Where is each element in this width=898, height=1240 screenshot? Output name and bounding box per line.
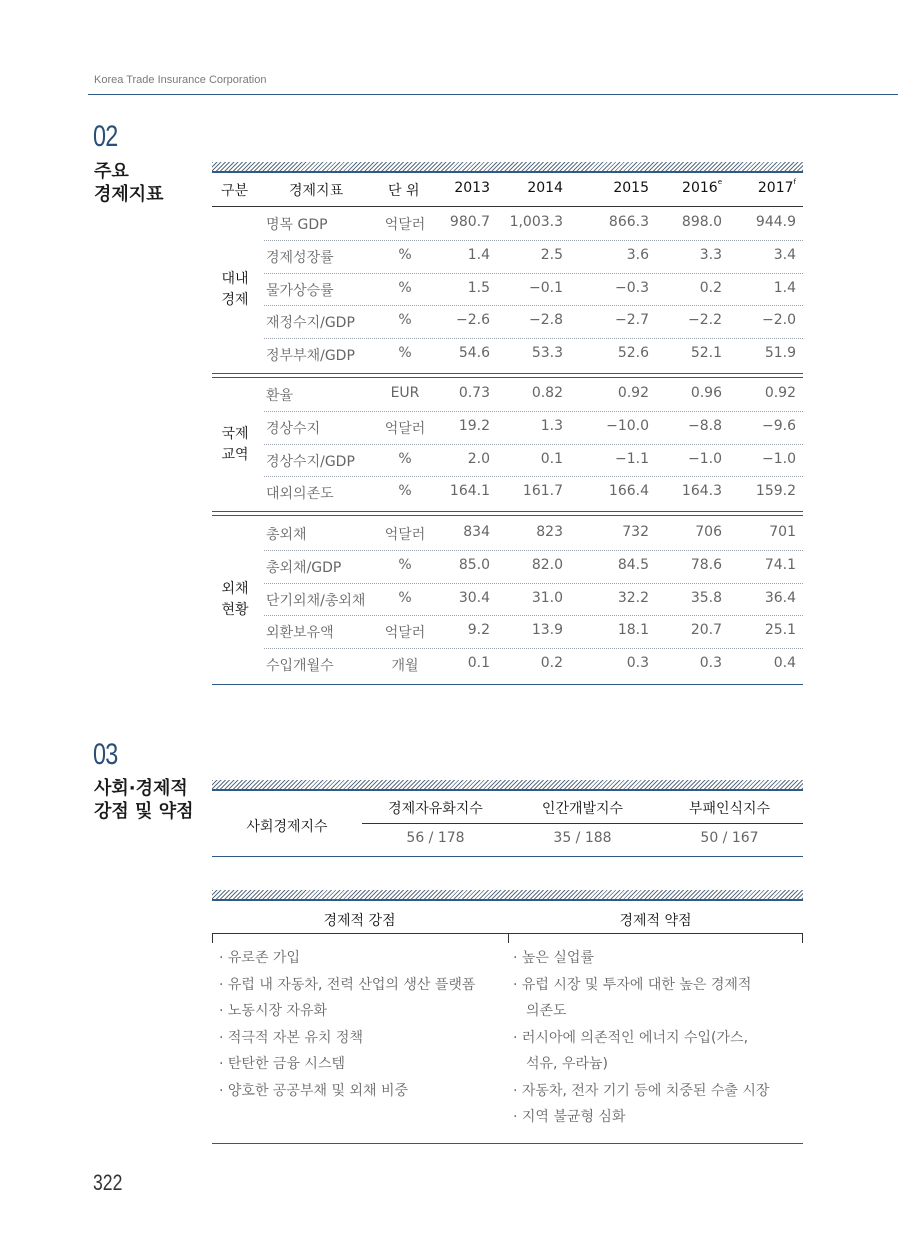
indicator-name: 환율 (266, 388, 294, 404)
group-separator (212, 373, 803, 378)
index-value-econ-freedom: 56 / 178 (406, 830, 465, 846)
unit-value: % (398, 589, 412, 606)
data-cell: 0.82 (531, 385, 563, 401)
data-cell: 164.3 (681, 483, 722, 500)
strengths-list (219, 945, 475, 1104)
data-cell: −9.6 (762, 417, 796, 434)
data-cell: 706 (695, 524, 722, 540)
page-number: 322 (93, 1170, 123, 1195)
group-label-line: 경제 (221, 292, 249, 308)
header-year-2015 (579, 180, 649, 196)
data-cell: 35.8 (690, 589, 722, 606)
indicator-name: 물가상승률 (266, 282, 334, 299)
unit-value: % (398, 483, 412, 500)
data-cell: 0.96 (690, 385, 722, 401)
data-cell: 0.2 (540, 655, 563, 672)
indicator-name: 명목 GDP (266, 217, 328, 233)
data-cell: 52.1 (690, 345, 722, 362)
data-cell: 166.4 (608, 483, 649, 500)
section-03-number: 03 (93, 738, 118, 771)
data-cell: 898.0 (681, 214, 722, 230)
section-03-title-line2: 강점 및 약점 (94, 801, 194, 822)
unit-value: % (398, 279, 412, 296)
sw-hatch-band (212, 890, 803, 899)
data-cell: −10.0 (606, 417, 649, 434)
data-cell: −0.1 (529, 279, 563, 296)
data-cell: 85.0 (458, 556, 490, 573)
indicator-name: 수입개월수 (266, 658, 334, 675)
strengths-header: 경제적 강점 (323, 913, 396, 929)
indicator-name: 단기외채/총외채 (266, 592, 366, 609)
header-year-label: 2016 (682, 180, 718, 196)
index-header-rule (362, 823, 803, 824)
data-cell: −1.0 (688, 450, 722, 467)
weaknesses-list (513, 945, 769, 1131)
data-cell: 3.6 (626, 246, 649, 263)
section-02-number: 02 (93, 120, 118, 153)
row-divider (264, 305, 803, 306)
header-year-label: 2015 (613, 180, 649, 196)
unit-value: 개월 (391, 658, 419, 675)
section-03-title-line1: 사회·경제적 (94, 778, 188, 799)
header-bottom-rule (212, 206, 803, 207)
data-cell: −0.3 (615, 279, 649, 296)
data-cell: 732 (622, 524, 649, 540)
unit-value: EUR (390, 385, 420, 401)
row-divider (264, 240, 803, 241)
index-header-corruption: 부패인식지수 (688, 801, 771, 817)
header-indicator: 경제지표 (289, 183, 344, 199)
weakness-item: · 러시아에 의존적인 에너지 수입(가스, (513, 1029, 749, 1046)
sw-tick-left (212, 933, 213, 943)
header-rule (88, 94, 898, 95)
data-cell: 1,003.3 (509, 214, 563, 230)
data-cell: 30.4 (458, 589, 490, 606)
header-year-mark: e (717, 178, 722, 186)
data-cell: 53.3 (531, 345, 563, 362)
unit-value: % (398, 246, 412, 263)
strength-item: · 탄탄한 금융 시스템 (219, 1056, 345, 1072)
unit-value: % (398, 345, 412, 362)
row-divider (264, 411, 803, 412)
indicator-name: 경상수지 (266, 420, 321, 437)
table-top-rule (212, 171, 803, 173)
indicator-name: 총외채 (266, 527, 307, 543)
data-cell: 159.2 (755, 483, 796, 500)
data-cell: 1.5 (467, 279, 490, 296)
group-label-line: 외채 (221, 581, 249, 597)
unit-value: % (398, 556, 412, 573)
data-cell: 3.4 (773, 246, 796, 263)
header-year-2014 (493, 180, 563, 196)
index-header-econ-freedom: 경제자유화지수 (388, 801, 483, 817)
index-header-human-dev: 인간개발지수 (541, 801, 624, 817)
weaknesses-header: 경제적 약점 (619, 913, 692, 929)
strength-item: · 유럽 내 자동차, 전력 산업의 생산 플랫폼 (219, 976, 476, 993)
data-cell: 1.4 (773, 279, 796, 296)
header-year-label: 2013 (454, 180, 490, 196)
row-divider (264, 615, 803, 616)
row-divider (264, 444, 803, 445)
row-divider (264, 273, 803, 274)
sw-bottom-rule (212, 1143, 803, 1144)
indicator-name: 경제성장률 (266, 249, 334, 266)
table-hatch-band (212, 162, 803, 171)
data-cell: 0.1 (467, 655, 490, 672)
header-unit: 단 위 (388, 183, 420, 199)
row-divider (264, 583, 803, 584)
data-cell: 36.4 (764, 589, 796, 606)
indicator-name: 경상수지/GDP (266, 453, 355, 470)
data-cell: 31.0 (531, 589, 563, 606)
unit-value: 억달러 (384, 625, 426, 642)
data-cell: 834 (463, 524, 490, 540)
table-bottom-rule (212, 684, 803, 685)
data-cell: 161.7 (522, 483, 563, 500)
index-row-label: 사회경제지수 (246, 819, 328, 835)
data-cell: 980.7 (449, 214, 490, 230)
data-cell: 51.9 (764, 345, 796, 362)
indicator-name: 대외의존도 (266, 486, 334, 503)
row-divider (264, 476, 803, 477)
weakness-item: · 유럽 시장 및 투자에 대한 높은 경제적 (513, 976, 752, 993)
data-cell: 0.4 (773, 655, 796, 672)
data-cell: −2.8 (529, 312, 563, 329)
row-divider (264, 648, 803, 649)
section-03-title (94, 777, 193, 823)
data-cell: −2.7 (615, 312, 649, 329)
unit-value: 억달러 (384, 217, 426, 233)
data-cell: 54.6 (458, 345, 490, 362)
index-top-rule (212, 789, 803, 791)
data-cell: 0.2 (699, 279, 722, 296)
group-label (215, 269, 255, 311)
header-year-label: 2017 (757, 180, 794, 196)
group-label-line: 교역 (221, 446, 249, 463)
data-cell: −2.0 (762, 312, 796, 329)
data-cell: 25.1 (764, 622, 796, 639)
header-year-mark: f (793, 178, 796, 186)
strength-item: · 양호한 공공부채 및 외채 비중 (219, 1082, 408, 1099)
data-cell: 84.5 (617, 556, 649, 573)
data-cell: 18.1 (617, 622, 649, 639)
running-header: Korea Trade Insurance Corporation (94, 74, 267, 86)
weakness-item: 석유, 우라늄) (526, 1056, 608, 1072)
strength-item: · 유로존 가입 (219, 950, 300, 966)
data-cell: 164.1 (449, 483, 490, 500)
unit-value: % (398, 450, 412, 467)
weakness-item: · 지역 불균형 심화 (513, 1109, 626, 1125)
header-category: 구분 (221, 183, 249, 199)
row-divider (264, 550, 803, 551)
data-cell: 2.5 (540, 246, 563, 263)
data-cell: 0.92 (764, 385, 796, 401)
header-year-2013 (420, 180, 490, 196)
header-year-label: 2014 (527, 180, 563, 196)
group-label-line: 현황 (221, 602, 249, 618)
data-cell: 823 (536, 524, 563, 540)
indicator-name: 외환보유액 (266, 625, 334, 642)
data-cell: 78.6 (690, 556, 722, 573)
weakness-item: · 자동차, 전자 기기 등에 치중된 수출 시장 (513, 1082, 770, 1099)
header-year-2016 (652, 180, 722, 196)
section-02-title (94, 160, 164, 206)
section-02-title-line1: 주요 (94, 161, 129, 182)
index-bottom-rule (212, 856, 803, 857)
group-label-line: 국제 (221, 425, 249, 442)
header-year-2017 (726, 180, 796, 196)
data-cell: 19.2 (458, 417, 490, 434)
data-cell: −2.6 (456, 312, 490, 329)
data-cell: 0.1 (540, 450, 563, 467)
indicator-name: 정부부채/GDP (266, 348, 355, 365)
unit-value: % (398, 312, 412, 329)
group-separator (212, 511, 803, 516)
data-cell: 0.3 (699, 655, 722, 672)
index-value-corruption: 50 / 167 (700, 830, 759, 846)
data-cell: 3.3 (699, 246, 722, 263)
strength-item: · 적극적 자본 유치 정책 (219, 1029, 363, 1046)
data-cell: 2.0 (467, 450, 490, 467)
sw-tick-right (802, 933, 803, 943)
data-cell: 0.3 (626, 655, 649, 672)
section-02-title-line2: 경제지표 (94, 184, 164, 205)
data-cell: 32.2 (617, 589, 649, 606)
group-label-line: 대내 (221, 271, 249, 287)
data-cell: 1.4 (467, 246, 490, 263)
data-cell: 74.1 (764, 556, 796, 573)
weakness-item: 의존도 (526, 1003, 567, 1019)
data-cell: 20.7 (690, 622, 722, 639)
sw-tick-middle (508, 933, 509, 943)
data-cell: 0.92 (617, 385, 649, 401)
data-cell: 82.0 (531, 556, 563, 573)
data-cell: 701 (769, 524, 796, 540)
data-cell: −2.2 (688, 312, 722, 329)
data-cell: 1.3 (540, 417, 563, 434)
data-cell: −1.0 (762, 450, 796, 467)
sw-top-rule (212, 899, 803, 901)
data-cell: 52.6 (617, 345, 649, 362)
data-cell: 9.2 (467, 622, 490, 639)
index-value-human-dev: 35 / 188 (553, 830, 612, 846)
weakness-item: · 높은 실업률 (513, 950, 594, 966)
data-cell: 13.9 (531, 622, 563, 639)
indicator-name: 총외채/GDP (266, 559, 342, 576)
group-label (215, 579, 255, 621)
data-cell: −1.1 (615, 450, 649, 467)
unit-value: 억달러 (384, 420, 426, 437)
data-cell: 0.73 (458, 385, 490, 401)
data-cell: 866.3 (608, 214, 649, 230)
unit-value: 억달러 (384, 527, 426, 543)
data-cell: −8.8 (688, 417, 722, 434)
index-hatch-band (212, 780, 803, 789)
data-cell: 944.9 (755, 214, 796, 230)
indicator-name: 재정수지/GDP (266, 315, 355, 332)
strength-item: · 노동시장 자유화 (219, 1003, 328, 1019)
row-divider (264, 338, 803, 339)
group-label (215, 424, 255, 466)
